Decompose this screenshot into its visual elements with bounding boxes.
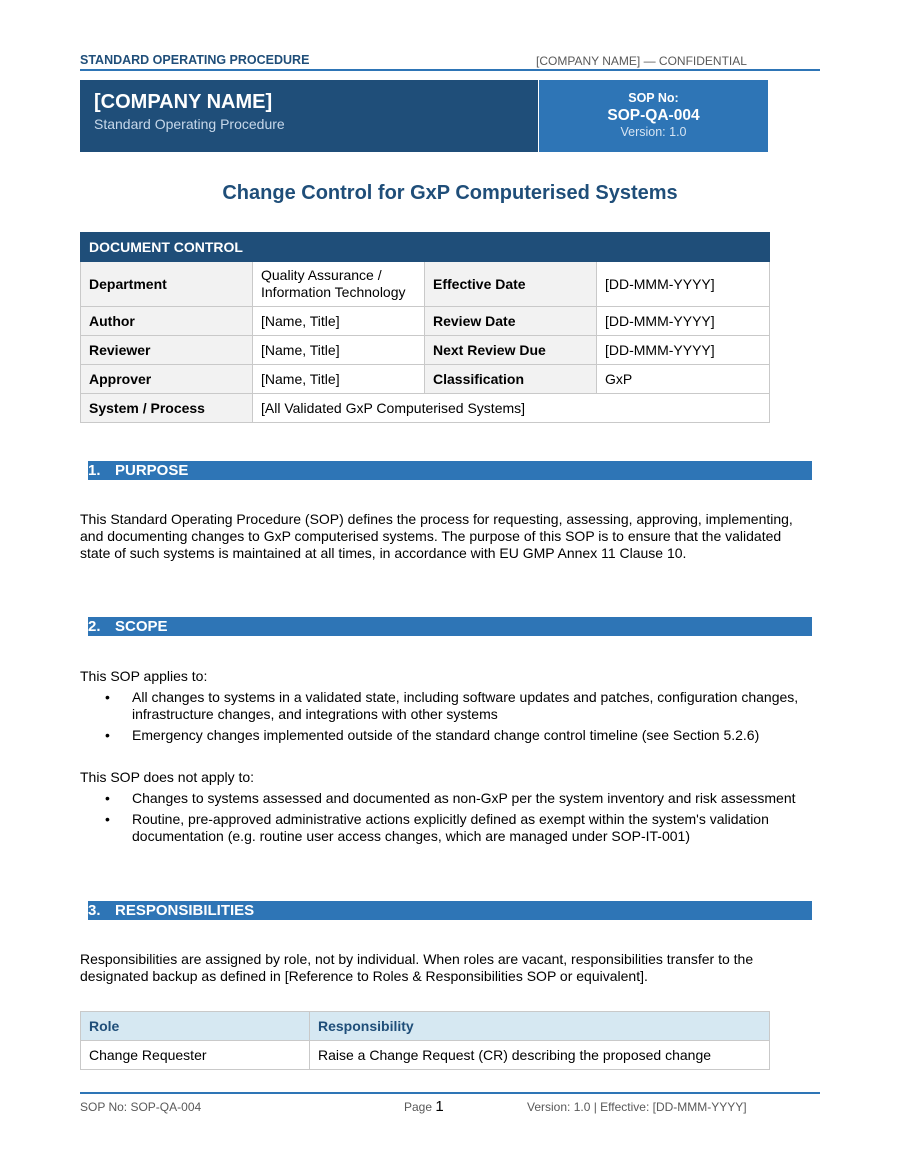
field-value: [DD-MMM-YYYY] (597, 336, 770, 365)
table-row (81, 262, 770, 307)
section-number: 2. (88, 618, 101, 635)
field-value: [Name, Title] (253, 336, 425, 365)
table-row (81, 336, 770, 365)
page-label: Page (404, 1100, 433, 1114)
sop-version: Version: 1.0 (620, 125, 687, 139)
field-value: [Name, Title] (253, 307, 425, 336)
field-value: [DD-MMM-YYYY] (597, 262, 770, 307)
document-control-heading: DOCUMENT CONTROL (81, 233, 770, 262)
field-label: Author (81, 307, 253, 336)
page-number: 1 (435, 1098, 444, 1115)
banner-sop-block (539, 80, 768, 152)
field-label: System / Process (81, 394, 253, 423)
field-value: [Name, Title] (253, 365, 425, 394)
column-header-role: Role (81, 1012, 310, 1041)
list-item (80, 727, 820, 744)
field-label: Classification (425, 365, 597, 394)
responsibilities-table (80, 1011, 770, 1070)
bullet: • (105, 727, 110, 743)
table-header-row (81, 1012, 770, 1041)
role-cell: Change Requester (81, 1041, 310, 1070)
section-title: RESPONSIBILITIES (115, 902, 255, 919)
field-value: Quality Assurance / Information Technology (253, 262, 425, 307)
header-confidential: [COMPANY NAME] — CONFIDENTIAL (536, 54, 747, 68)
field-label: Reviewer (81, 336, 253, 365)
section-title: PURPOSE (115, 462, 189, 479)
header-doc-type: STANDARD OPERATING PROCEDURE (80, 53, 310, 67)
responsibilities-paragraph: Responsibilities are assigned by role, not by individual. When roles are vacant, responsibilities transfer to the designated backup as defined in [Reference to Roles & Responsibilities SOP or equivalent]. (80, 951, 754, 984)
bullet: • (105, 790, 110, 806)
sop-number-label: SOP No: (628, 91, 679, 105)
document-control-table (80, 232, 770, 423)
purpose-paragraph: This Standard Operating Procedure (SOP) defines the process for requesting, assessing, approving, implementing, and documenting changes to GxP computerised systems. The purpose of this SOP is to ensure that the validated state of such systems is maintained at all times, in accordance with EU GMP Annex 11 Clause 10. (80, 511, 793, 561)
document-control-heading-row (81, 233, 770, 262)
table-row (81, 1041, 770, 1070)
list-item-text: All changes to systems in a validated state, including software updates and patches, configuration changes, infrastructure changes, and integrations with other systems (132, 689, 799, 722)
section-heading-responsibilities (88, 901, 812, 920)
table-row (81, 307, 770, 336)
footer-version: Version: 1.0 | Effective: [DD-MMM-YYYY] (527, 1100, 747, 1114)
field-label: Effective Date (425, 262, 597, 307)
page-footer (80, 1092, 820, 1114)
bullet: • (105, 689, 110, 705)
company-name: [COMPANY NAME] (94, 91, 273, 113)
field-label: Next Review Due (425, 336, 597, 365)
section-number: 1. (88, 462, 101, 479)
table-row (81, 365, 770, 394)
responsibility-cell: Raise a Change Request (CR) describing the proposed change (310, 1041, 770, 1070)
list-item (80, 689, 820, 723)
section-heading-scope (88, 617, 812, 636)
banner-subtitle: Standard Operating Procedure (94, 116, 285, 132)
list-item (80, 790, 820, 807)
field-label: Approver (81, 365, 253, 394)
bullet: • (105, 811, 110, 827)
scope-not-applies-intro: This SOP does not apply to: (80, 769, 255, 785)
page-header (80, 52, 820, 71)
title-banner (80, 80, 768, 152)
field-value: [All Validated GxP Computerised Systems] (253, 394, 770, 423)
section-number: 3. (88, 902, 101, 919)
field-label: Department (81, 262, 253, 307)
column-header-responsibility: Responsibility (310, 1012, 770, 1041)
list-item-text: Emergency changes implemented outside of the standard change control timeline (see Section 5.2.6) (132, 727, 760, 743)
field-value: [DD-MMM-YYYY] (597, 307, 770, 336)
section-title: SCOPE (115, 618, 168, 635)
scope-not-applies-list (80, 790, 820, 849)
footer-sop-number: SOP No: SOP-QA-004 (80, 1100, 202, 1114)
list-item-text: Changes to systems assessed and documented as non-GxP per the system inventory and risk assessment (132, 790, 796, 806)
scope-applies-list (80, 689, 820, 748)
footer-page (404, 1098, 444, 1115)
section-heading-purpose (88, 461, 812, 480)
scope-applies-intro: This SOP applies to: (80, 668, 208, 684)
document-title: Change Control for GxP Computerised Systems (222, 182, 678, 204)
list-item-text: Routine, pre-approved administrative actions explicitly defined as exempt within the system's validation documentation (e.g. routine user access changes, which are managed under SOP-IT-001) (132, 811, 769, 844)
list-item (80, 811, 820, 845)
field-label: Review Date (425, 307, 597, 336)
sop-number: SOP-QA-004 (607, 107, 700, 124)
table-row (81, 394, 770, 423)
field-value: GxP (597, 365, 770, 394)
banner-company-block (80, 80, 538, 152)
